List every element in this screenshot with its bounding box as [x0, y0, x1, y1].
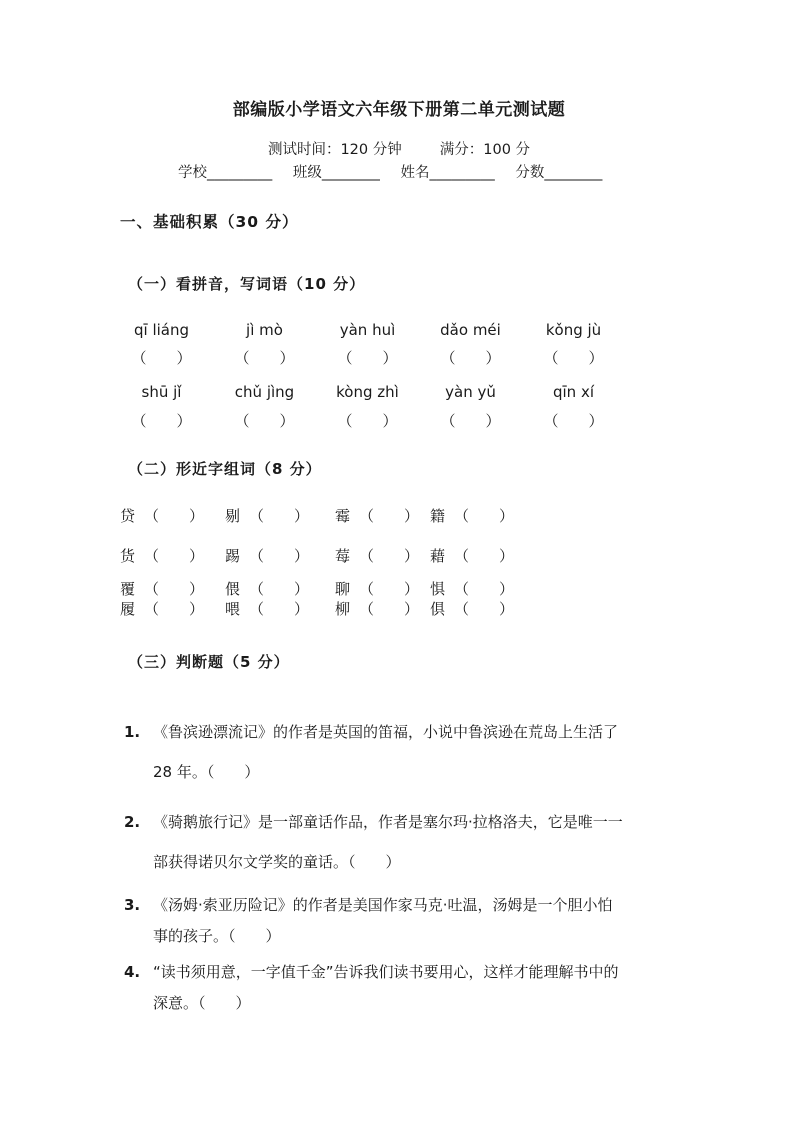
- answer-bracket: （ ）: [144, 507, 205, 525]
- char-cell: [430, 546, 540, 566]
- character: 霉: [335, 507, 351, 525]
- answer-bracket: （ ）: [440, 412, 501, 430]
- blank-rule: _________: [429, 165, 495, 181]
- judgment-item-1: [120, 712, 678, 792]
- char-cell: [120, 546, 225, 566]
- blank-rule: _________: [207, 165, 273, 181]
- answer-bracket: （ ）: [337, 412, 398, 430]
- blank-rule: ________: [544, 165, 603, 181]
- answer-bracket: （ ）: [454, 507, 515, 525]
- answer-bracket: （ ）: [543, 349, 604, 367]
- answer-bracket: （ ）: [234, 349, 295, 367]
- character: 履: [120, 600, 136, 618]
- item-text-line: “读书须用意，一字值千金”告诉我们读书要用心，这样才能理解书中的: [153, 963, 619, 981]
- char-cell: [335, 546, 430, 566]
- char-cell: [225, 579, 335, 599]
- judgment-subsection-heading: （三）判断题（5 分）: [128, 653, 290, 671]
- name-blank: 姓名_________: [400, 165, 495, 181]
- character: 货: [120, 547, 136, 565]
- answer-bracket: （ ）: [234, 412, 295, 430]
- pinyin-row-2: [110, 382, 678, 402]
- item-text-line: 28 年。（ ）: [153, 763, 260, 781]
- char-cell: [120, 506, 225, 526]
- answer-bracket: （ ）: [454, 547, 515, 565]
- character: 惧: [430, 580, 446, 598]
- answer-bracket: （ ）: [131, 349, 192, 367]
- pinyin-answer-row-2: [110, 411, 678, 431]
- pinyin-answer-row-1: [110, 348, 678, 368]
- char-cell: [430, 579, 540, 599]
- pinyin-word: qī liáng: [133, 321, 189, 339]
- char-cell: [335, 579, 430, 599]
- answer-bracket: （ ）: [359, 507, 420, 525]
- answer-bracket: （ ）: [454, 580, 515, 598]
- answer-bracket: （ ）: [144, 600, 205, 618]
- character: 柳: [335, 600, 351, 618]
- item-number: 4.: [124, 963, 141, 981]
- page-title: 部编版小学语文六年级下册第二单元测试题: [232, 100, 566, 120]
- pinyin-word: shū jǐ: [141, 383, 182, 401]
- item-text: [153, 712, 678, 792]
- pinyin-row-1: [110, 320, 678, 340]
- char-cell: [335, 506, 430, 526]
- answer-bracket: （ ）: [249, 580, 310, 598]
- pinyin-word: dǎo méi: [440, 321, 501, 339]
- similar-chars-row-4: [120, 599, 678, 619]
- char-cell: [225, 506, 335, 526]
- character: 喂: [225, 600, 241, 618]
- char-cell: [120, 579, 225, 599]
- answer-bracket: （ ）: [249, 507, 310, 525]
- judgment-item-3: [120, 890, 678, 952]
- judgment-item-4: [120, 957, 678, 1019]
- item-number: 1.: [124, 723, 141, 741]
- item-number: 2.: [124, 813, 141, 831]
- school-blank: 学校_________: [178, 165, 273, 181]
- pinyin-word: yàn yǔ: [445, 383, 496, 401]
- answer-bracket: （ ）: [249, 600, 310, 618]
- pinyin-word: jì mò: [246, 321, 283, 339]
- student-info-line: [178, 164, 678, 182]
- item-text-line: 深意。（ ）: [153, 994, 251, 1012]
- item-text-line: 《汤姆·索亚历险记》的作者是美国作家马克·吐温，汤姆是一个胆小怕: [153, 896, 613, 914]
- judgment-list: [120, 712, 678, 1019]
- character: 莓: [335, 547, 351, 565]
- section-one-heading: 一、基础积累（30 分）: [120, 213, 299, 231]
- char-cell: [225, 599, 335, 619]
- test-time: 测试时间：120 分钟: [267, 142, 402, 158]
- character: 聊: [335, 580, 351, 598]
- answer-bracket: （ ）: [359, 580, 420, 598]
- character: 覆: [120, 580, 136, 598]
- item-text: [153, 890, 678, 952]
- answer-bracket: （ ）: [359, 547, 420, 565]
- item-number: 3.: [124, 896, 141, 914]
- character: 俱: [430, 600, 446, 618]
- answer-bracket: （ ）: [249, 547, 310, 565]
- pinyin-word: kǒng jù: [545, 321, 602, 339]
- item-text: [153, 802, 678, 882]
- similar-chars-row-3: [120, 579, 678, 599]
- similar-chars-row-1: [120, 506, 678, 526]
- answer-bracket: （ ）: [440, 349, 501, 367]
- pinyin-word: yàn huì: [339, 321, 396, 339]
- pinyin-word: kòng zhì: [336, 383, 399, 401]
- answer-bracket: （ ）: [543, 412, 604, 430]
- answer-bracket: （ ）: [144, 580, 205, 598]
- full-score: 满分：100 分: [439, 142, 531, 158]
- character: 贷: [120, 507, 136, 525]
- item-text: [153, 957, 678, 1019]
- class-blank: 班级________: [292, 165, 380, 181]
- char-cell: [430, 506, 540, 526]
- pinyin-word: chǔ jìng: [234, 383, 295, 401]
- character: 藉: [430, 547, 446, 565]
- char-cell: [335, 599, 430, 619]
- answer-bracket: （ ）: [144, 547, 205, 565]
- character: 剔: [225, 507, 241, 525]
- judgment-item-2: [120, 802, 678, 882]
- character: 籍: [430, 507, 446, 525]
- answer-bracket: （ ）: [454, 600, 515, 618]
- pinyin-subsection-heading: （一）看拼音，写词语（10 分）: [128, 275, 366, 293]
- answer-bracket: （ ）: [359, 600, 420, 618]
- blank-rule: ________: [321, 165, 380, 181]
- char-cell: [225, 546, 335, 566]
- test-meta-line: [120, 141, 678, 159]
- char-cell: [430, 599, 540, 619]
- similar-chars-row-2: [120, 546, 678, 566]
- similar-chars-subsection-heading: （二）形近字组词（8 分）: [128, 460, 322, 478]
- item-text-line: 《骑鹅旅行记》是一部童话作品，作者是塞尔玛·拉格洛夫，它是唯一一: [153, 813, 623, 831]
- item-text-line: 事的孩子。（ ）: [153, 927, 281, 945]
- character: 偎: [225, 580, 241, 598]
- character: 踢: [225, 547, 241, 565]
- item-text-line: 《鲁滨逊漂流记》的作者是英国的笛福，小说中鲁滨逊在荒岛上生活了: [153, 723, 619, 741]
- item-text-line: 部获得诺贝尔文学奖的童话。（ ）: [153, 853, 401, 871]
- score-blank: 分数________: [515, 165, 603, 181]
- char-cell: [120, 599, 225, 619]
- answer-bracket: （ ）: [337, 349, 398, 367]
- answer-bracket: （ ）: [131, 412, 192, 430]
- pinyin-word: qīn xí: [552, 383, 594, 401]
